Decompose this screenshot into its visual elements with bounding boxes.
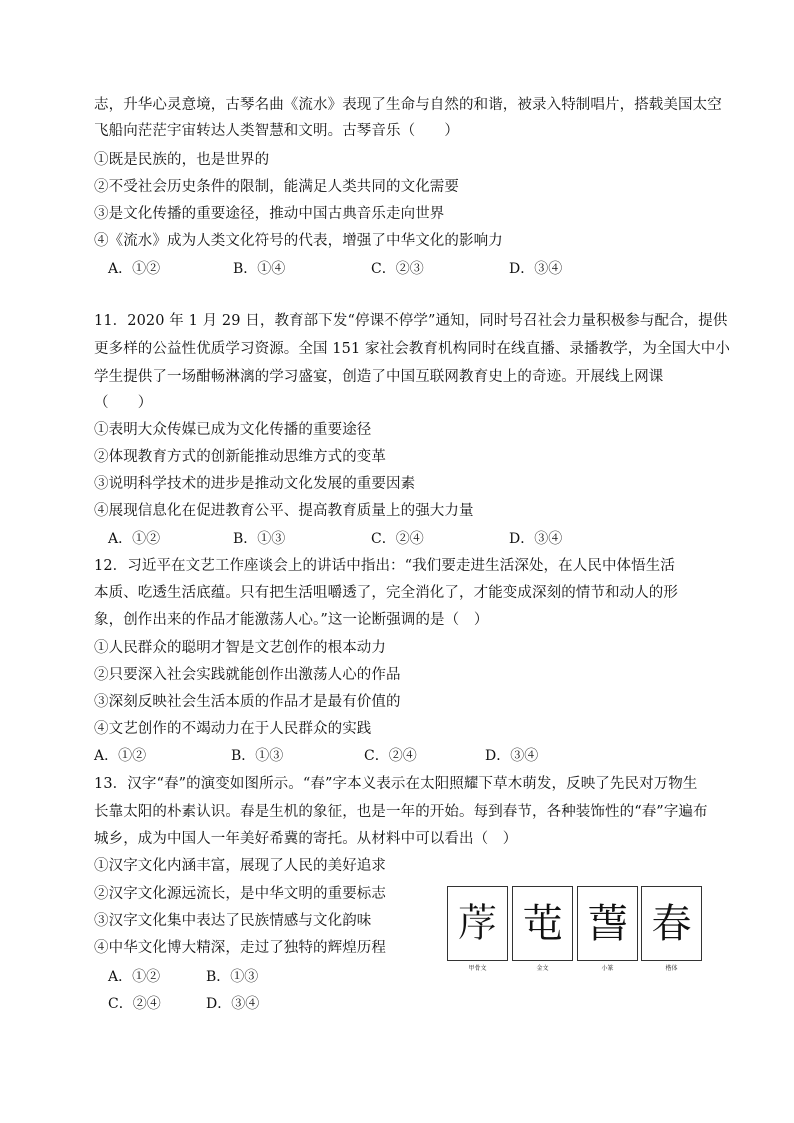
q11-option-b[interactable]: B．①③ (233, 531, 286, 547)
q13-stem-line3: 城乡，成为中国人一年美好希冀的寄托。从材料中可以看出（ ） (94, 831, 518, 847)
label-bronze: 金文 (536, 965, 549, 972)
label-oracle-bone: 甲骨文 (468, 965, 487, 972)
q10-option-d[interactable]: D．③④ (509, 261, 563, 277)
q10-stem-line2: 飞船向茫茫宇宙转达人类智慧和文明。古琴音乐（ ） (94, 123, 459, 139)
q11-item-4: ④展现信息化在促进教育公平、提高教育质量上的强大力量 (94, 503, 474, 519)
q12-option-d[interactable]: D．③④ (485, 748, 539, 764)
q10-item-4: ④《流水》成为人类文化符号的代表，增强了中华文化的影响力 (94, 233, 503, 249)
q11-stem-line3: 学生提供了一场酣畅淋漓的学习盛宴，创造了中国互联网教育史上的奇迹。开展线上网课 (94, 369, 664, 385)
glyph-box-oracle (447, 886, 508, 961)
q13-option-b[interactable]: B．①③ (206, 969, 259, 985)
q11-stem-line1: 11．2020 年 1 月 29 日，教育部下发“停课不停学”通知，同时号召社会力量积极参与配合，提供 (94, 313, 728, 329)
q13-option-d[interactable]: D．③④ (206, 996, 260, 1012)
q11-item-2: ②体现教育方式的创新能推动思维方式的变革 (94, 449, 386, 465)
q13-item-2: ②汉字文化源远流长，是中华文明的重要标志 (94, 886, 386, 902)
q13-option-a[interactable]: A．①② (108, 969, 161, 985)
q13-option-c[interactable]: C．②④ (108, 996, 161, 1012)
glyph-regular: 春 (651, 901, 692, 947)
q12-item-3: ③深刻反映社会生活本质的作品才是最有价值的 (94, 694, 401, 710)
q11-option-c[interactable]: C．②④ (371, 531, 424, 547)
label-regular: 楷体 (665, 965, 678, 972)
q12-option-a[interactable]: A．①② (94, 748, 147, 764)
q10-item-2: ②不受社会历史条件的限制，能满足人类共同的文化需要 (94, 179, 459, 195)
q10-option-c[interactable]: C．②③ (371, 261, 424, 277)
q11-stem-line4: （ ） (94, 395, 153, 411)
q12-item-4: ④文艺创作的不竭动力在于人民群众的实践 (94, 721, 372, 737)
q10-option-a[interactable]: A．①② (108, 261, 161, 277)
q11-option-a[interactable]: A．①② (108, 531, 161, 547)
q11-stem-line2: 更多样的公益性优质学习资源。全国 151 家社会教育机构同时在线直播、录播教学，为全国大中小 (94, 341, 730, 357)
q12-option-c[interactable]: C．②④ (364, 748, 417, 764)
q10-option-b[interactable]: B．①④ (233, 261, 286, 277)
q13-item-3: ③汉字文化集中表达了民族情感与文化韵味 (94, 913, 372, 929)
q10-item-1: ①既是民族的，也是世界的 (94, 152, 270, 168)
q13-item-1: ①汉字文化内涵丰富，展现了人民的美好追求 (94, 858, 386, 874)
q12-item-1: ①人民群众的聪明才智是文艺创作的根本动力 (94, 640, 386, 656)
chun-evolution-figure (447, 886, 703, 978)
glyph-small-seal: 萅 (587, 901, 628, 947)
q13-item-4: ④中华文化博大精深，走过了独特的辉煌历程 (94, 940, 386, 956)
glyph-oracle-bone: 𦯅 (457, 901, 498, 947)
q13-stem-line1: 13．汉字“春”的演变如图所示。“春”字本义表示在太阳照耀下草木萌发，反映了先民对万物生 (94, 776, 698, 792)
q12-stem-line1: 12．习近平在文艺工作座谈会上的讲话中指出：“我们要走进生活深处，在人民中体悟生活 (94, 558, 675, 574)
q12-option-b[interactable]: B．①③ (231, 748, 284, 764)
glyph-box-regular (641, 886, 702, 961)
glyph-box-small-seal (577, 886, 638, 961)
q10-stem-line1: 志，升华心灵意境，古琴名曲《流水》表现了生命与自然的和谐，被录入特制唱片，搭载美国太空 (94, 97, 722, 113)
glyph-bronze: 芚 (522, 901, 563, 947)
glyph-box-bronze (512, 886, 573, 961)
q13-stem-line2: 长靠太阳的朴素认识。春是生机的象征，也是一年的开始。每到春节，各种装饰性的“春”字遍布 (94, 804, 708, 820)
q10-item-3: ③是文化传播的重要途径，推动中国古典音乐走向世界 (94, 206, 445, 222)
q12-item-2: ②只要深入社会实践就能创作出激荡人心的作品 (94, 667, 401, 683)
q11-option-d[interactable]: D．③④ (509, 531, 563, 547)
q12-stem-line2: 本质、吃透生活底蕴。只有把生活咀嚼透了，完全消化了，才能变成深刻的情节和动人的形 (94, 585, 678, 601)
q12-stem-line3: 象，创作出来的作品才能激荡人心。”这一论断强调的是（ ） (94, 612, 489, 628)
label-small-seal: 小篆 (601, 965, 614, 972)
q11-item-1: ①表明大众传媒已成为文化传播的重要途径 (94, 422, 372, 438)
q11-item-3: ③说明科学技术的进步是推动文化发展的重要因素 (94, 476, 416, 492)
